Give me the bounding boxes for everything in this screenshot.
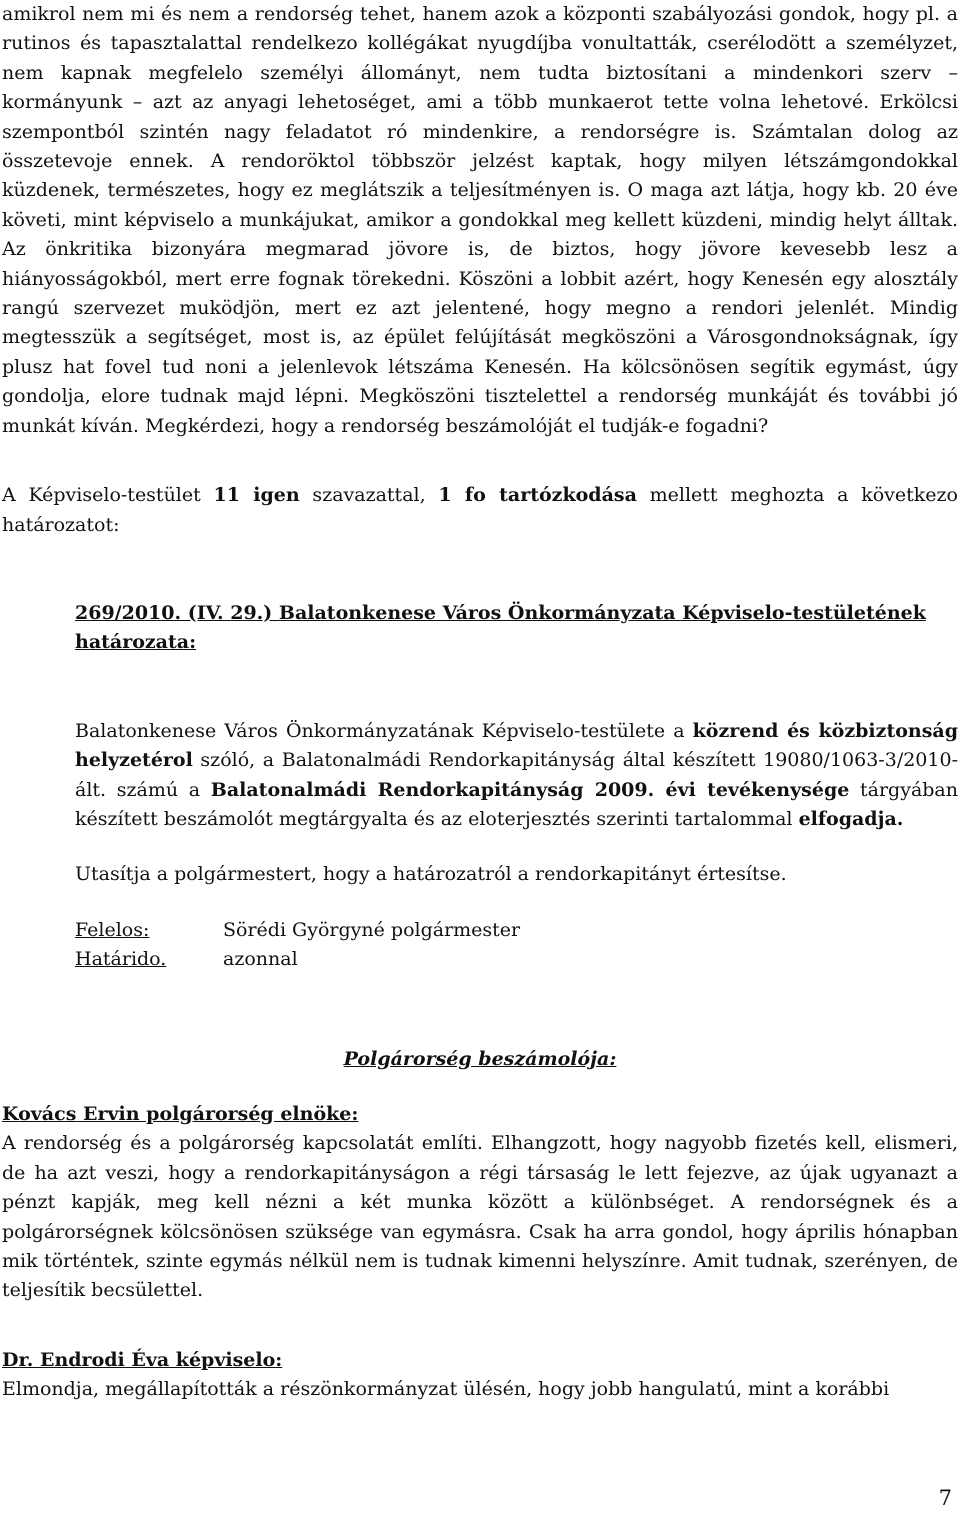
intro-paragraph: amikrol nem mi és nem a rendorség tehet, hanem azok a központi szabályozási gondok, hogy pl. a rutinos és tapasztalattal rendelkezo kollégákat nyugdíjba vonultatták, cserélodött a személyzet, nem kapnak megfelelo személyi állományt, nem tudta biztosítani a mindenkori szerv – kormányunk – azt az anyagi lehetoséget, ami a több munkaerot tette volna lehetové. Erkölcsi szempontból szintén nagy feladatot ró mindenkire, a rendorségre is. Számtalan dolog az összetevoje ennek. A rendoröktol többször jelzést kaptak, hogy milyen létszámgondokkal küzdenek, természetes, hogy ez meglátszik a teljesítményen is. O maga azt látja, hogy kb. 20 éve követi, mint képviselo a munkájukat, amikor a gondokkal meg kellett küzdeni, mindig helyt álltak. Az önkritika bizonyára megmarad jövore is, de biztos, hogy jövore kevesebb lesz a hiányosságokból, mert erre fognak törekedni. Köszöni a lobbit azért, hogy Kenesén egy alosztály rangú szervezet muködjön, mert ez azt jelentené, hogy megno a rendori jelenlét. Mindig megtesszük a segítséget, most is, az épület felújítását megköszöni a Városgondnokságnak, így plusz hat fovel tud noni a jelenlevok létszáma Kenesén. Ha kölcsönösen segítik egymást, úgy gondolja, elore tudnak majd lépni. Megköszöni tisztelettel a rendorség munkáját és további jó munkát kíván. Megkérdezi, hogy a rendorség beszámolóját el tudják-e fogadni? [2,3,958,437]
responsible-label: Felelos: [75,918,150,941]
section-heading: Polgárorség beszámolója: [343,1047,617,1070]
deadline-row [75,945,960,974]
vote-suffix: mellett meghozta a következo határozatot: [2,484,958,536]
responsible-value: Sörédi Györgyné polgármester [223,918,521,941]
page-number: 7 [938,1485,952,1510]
speaker1-name: Kovács Ervin polgárorség elnöke: [2,1102,359,1125]
speaker2-text: Elmondja, megállapították a részönkormányzat ülésén, hogy jobb hangulatú, mint a korábbi [2,1378,890,1401]
deadline-label: Határido. [75,948,167,971]
resolution-heading: 269/2010. (IV. 29.) Balatonkenese Város Önkormányzata Képviselo-testületének határozata: [75,601,926,654]
vote-prefix: A Képviselo-testület [2,484,214,507]
speaker2-name: Dr. Endrodi Éva képviselo: [2,1348,283,1371]
vote-middle: szavazattal, [299,484,439,507]
vote-abstain: 1 fo tartózkodása [438,484,637,507]
deadline-value: azonnal [223,948,298,971]
speaker1-text: A rendorség és a polgárorség kapcsolatát említi. Elhangzott, hogy nagyobb fizetés kell, elismeri, de ha azt veszi, hogy a rendorkapitányságon a régi társaság le lett fejezve, az újak ugyanazt a pénzt kapják, meg kell nézni a két munka között a különbséget. A rendorségnek és a polgárorségnek kölcsönösen szüksége van egymásra. Csak ha arra gondol, hogy április hónapban mik történtek, szinte egymás nélkül nem is tudnak kimenni helyszínre. Amit tudnak, szerényen, de teljesítik becsülettel. [2,1132,958,1302]
resolution-instruction: Utasítja a polgármestert, hogy a határozatról a rendorkapitányt értesítse. [75,863,787,886]
responsible-row [75,916,960,945]
vote-yes: 11 igen [213,484,300,507]
vote-statement [2,481,958,540]
resolution-body: Balatonkenese Város Önkormányzatának Képviselo-testülete a közrend és közbiztonság helyzetérol szóló, a Balatonalmádi Rendorkapitányság által készített 19080/1063-3/2010-ált. számú a Balatonalmádi Rendorkapitányság 2009. évi tevékenysége tárgyában készített beszámolót megtárgyalta és az eloterjesztés szerinti tartalommal elfogadja. [75,719,958,830]
